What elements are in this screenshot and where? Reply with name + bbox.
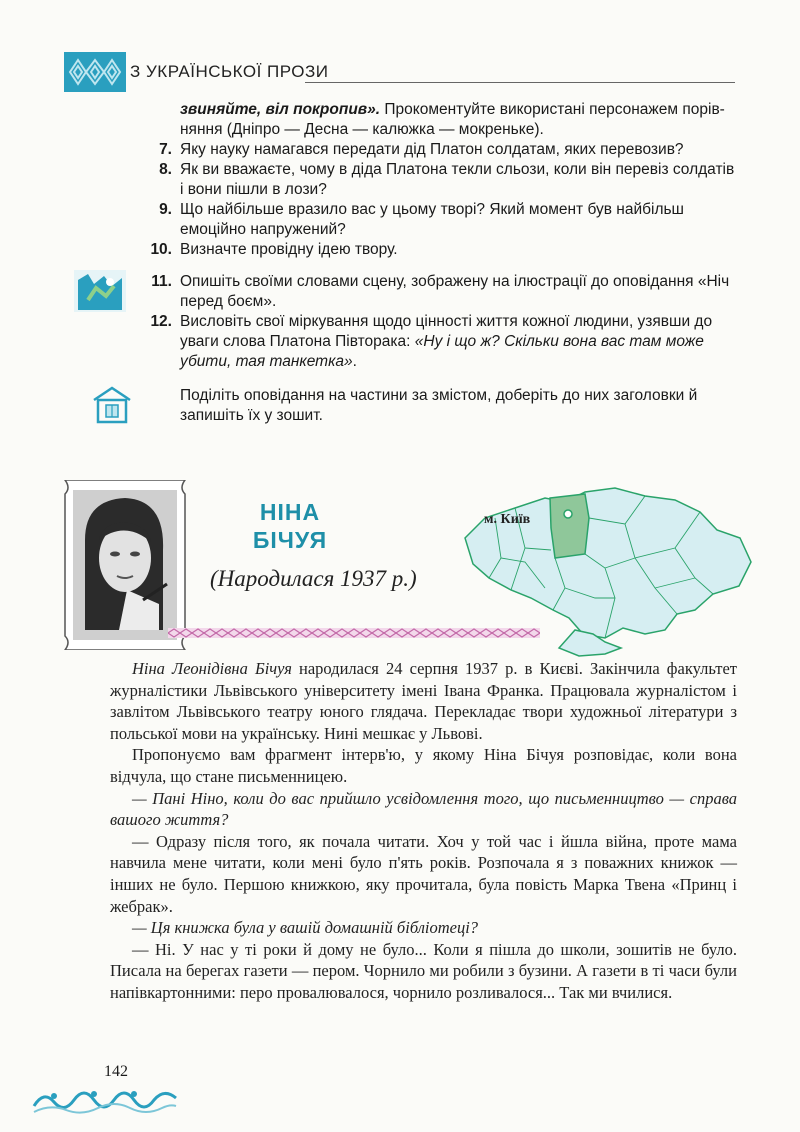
homework-block xyxy=(132,386,737,426)
question-item xyxy=(132,272,737,312)
question-text-start: Висловіть свої міркування щодо цінності життя кожної людини, узявши до уваги слова Платона Півторака: xyxy=(180,313,713,350)
homework-house-icon xyxy=(92,386,132,424)
question-continued-text: Прокоментуйте використані персонажем порів- xyxy=(380,101,725,118)
question-continued xyxy=(132,100,737,140)
quote-fragment: звиняйте, віл покропив». xyxy=(180,101,381,118)
footer-wave-ornament-icon xyxy=(30,1078,180,1118)
interview-answer: — Ні. У нас у ті роки й дому не було... Коли я пішла до школи, зошитів не було. Писала на берегах газети — пером. Чорнило ми робили з бузини. А газети в ті часи були напівкартонними: перо провалювалося, чорнило розливалося... Так ми вчилися. xyxy=(110,939,737,1002)
author-first-name: НІНА xyxy=(259,499,321,525)
question-text: Визначте провідну ідею твору. xyxy=(180,241,398,258)
interview-question: — Ця книжка була у вашій домашній бібліотеці? xyxy=(132,918,479,938)
author-portrait xyxy=(55,480,195,650)
question-item xyxy=(132,140,737,160)
question-item xyxy=(132,312,737,372)
header-rule xyxy=(305,82,735,83)
ukraine-map xyxy=(455,478,755,658)
homework-text: Поділіть оповідання на частини за змістом, доберіть до них заголовки й запишіть їх у зошит. xyxy=(180,387,698,424)
question-item xyxy=(132,240,737,260)
interview-answer: — Одразу після того, як почала читати. Хоч у той час і йшла війна, проте мама навчила мене читати, коли мені було п'ять років. Розпочала я з поважних книжок — інших не було. Першою книжкою, яку прочитала, була повість Марка Твена «Принц і жебрак». xyxy=(110,831,737,916)
question-text: Яку науку намагався передати дід Платон солдатам, яких перевозив? xyxy=(180,141,684,158)
paragraph-text: народилася 24 серпня 1937 р. в Києві. Закінчила факультет журналістики Львівського університету імені Івана Франка. Працювала журналістом і завлітом Львівського театру юного глядача. Перекладає твори художньої літератури з польської мови на українську. Нині мешкає у Львові. xyxy=(110,659,737,743)
question-text: Що найбільше вразило вас у цьому творі? Який момент був найбільш емоційно напружений? xyxy=(180,201,684,238)
question-item xyxy=(132,200,737,240)
question-number: 8. xyxy=(159,161,172,178)
question-number: 11. xyxy=(151,273,172,290)
question-list-2 xyxy=(132,272,737,372)
illustration-task-icon xyxy=(74,270,126,312)
paragraph: Пропонуємо вам фрагмент інтерв'ю, у якому Ніна Бічуя розповідає, коли вона відчула, що стане письменницею. xyxy=(110,745,737,786)
question-number: 10. xyxy=(150,241,172,258)
biography-text xyxy=(110,658,737,1004)
paragraph xyxy=(110,658,737,744)
page-number: 142 xyxy=(104,1063,128,1080)
question-list-1 xyxy=(132,140,737,260)
interview-question: — Пані Ніно, коли до вас прийшло усвідомлення того, що письменництво — справа вашого життя? xyxy=(110,788,737,830)
author-birth-year: (Народилася 1937 р.) xyxy=(210,566,417,591)
question-text: Опишіть своїми словами сцену, зображену на ілюстрації до оповідання «Ніч перед боєм». xyxy=(180,273,730,310)
question-number: 9. xyxy=(159,201,172,218)
question-item xyxy=(132,160,737,200)
question-text: Як ви вважаєте, чому в діда Платона текли сльози, коли він перевіз солдатів і вони пішли в лози? xyxy=(180,161,735,198)
question-text-end: . xyxy=(352,353,357,370)
question-number: 7. xyxy=(159,141,172,158)
question-continued-text-2: няння (Дніпро — Десна — калюжка — мокреньке). xyxy=(180,121,544,138)
section-title: З УКРАЇНСЬКОЇ ПРОЗИ xyxy=(130,62,329,81)
author-last-name: БІЧУЯ xyxy=(252,527,328,553)
map-city-label: м. Київ xyxy=(484,512,531,527)
question-number: 12. xyxy=(150,313,172,330)
question-text xyxy=(180,312,737,372)
quote-fragment: «Ну і що ж? Скільки вона вас там може убити, тая танкетка» xyxy=(180,333,704,370)
author-name xyxy=(210,498,370,554)
header-ornament-icon xyxy=(64,52,126,92)
author-full-name: Ніна Леонідівна Бічуя xyxy=(132,659,292,678)
